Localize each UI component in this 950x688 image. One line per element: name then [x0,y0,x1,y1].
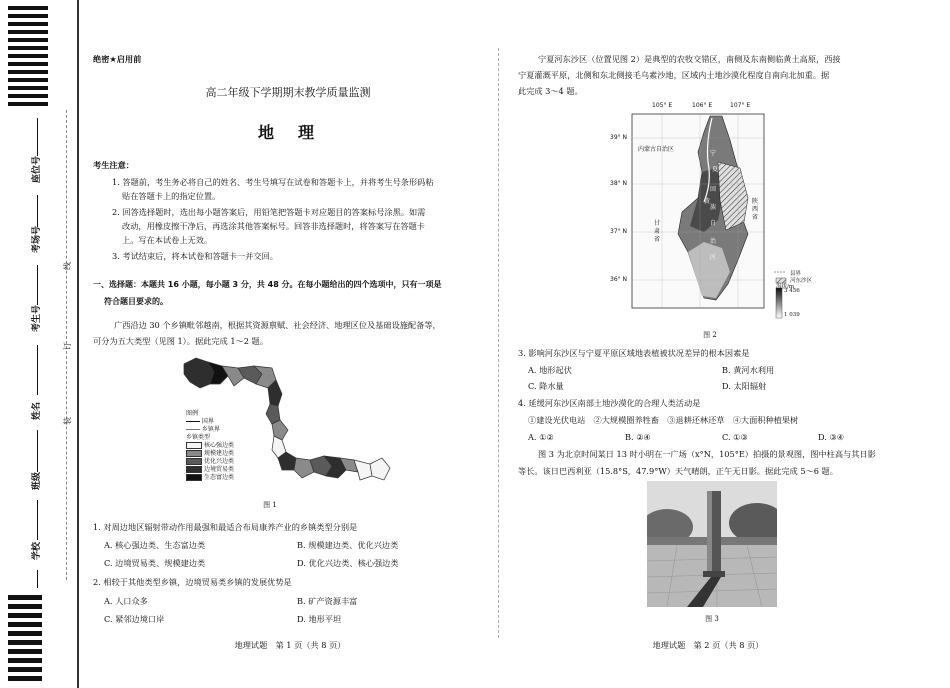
q1-option-c: C. 边境贸易类、规模建边类 [104,558,206,568]
ningxia-char: 自 [710,220,717,227]
legend-township-border: 乡镇界 [201,426,220,433]
ningxia-char: 治 [710,238,717,245]
q2-option-c: C. 紧邻边境口岸 [104,614,165,624]
binding-stripe [8,22,48,26]
legend-type-row [186,442,234,450]
figure3-svg [647,481,777,607]
elevation-high: 3 456 [784,288,800,294]
q5-intro-cont: 等长。该日巴西利亚（15.8°S，47.9°W）天气晴朗，正午无日影。据此完成 5～6 题。 [518,466,838,476]
binding-stripe [8,595,42,600]
lon-label: 106° E [692,102,713,109]
section-heading: 一、选择题：本题共 16 小题，每小题 3 分，共 48 分。在每小题给出的四个选项中，只有一项是 [93,280,442,289]
fill-line [37,430,38,472]
township-region [370,458,390,480]
lat-label: 36° N [610,276,628,283]
binding-stripe [8,676,42,681]
township-border-symbol [186,429,200,430]
legend-row [186,418,234,426]
national-border-symbol [186,421,200,422]
q1-intro: 广西沿边 30 个乡镇毗邻越南，根据其资源禀赋、社会经济、地理区位及基础设施配备等， [114,320,441,330]
fill-line [37,500,38,540]
q2-option-b: B. 矿产资源丰富 [297,596,358,606]
ningxia-char: 族 [710,204,717,211]
binding-stripe [8,102,48,106]
q2-option-d: D. 地形平坦 [297,614,342,624]
legend-elevation: 海拔/m [776,284,795,290]
legend-type-label: 优化兴边类 [204,458,235,465]
legend-type-row [186,474,234,482]
q3-stem: 3. 影响河东沙区与宁夏平原区域地表植被状况差异的根本因素是 [518,348,750,358]
pillar-highlight [707,491,712,575]
q3-option-a: A. 地形起伏 [528,365,572,375]
mark-line: 线 [63,262,72,270]
binding-border [77,0,79,688]
legend-title: 图例 [186,410,199,417]
binding-stripe [8,94,48,98]
page2-footer: 地理试题 第 2 页（共 8 页） [652,640,764,650]
student-no-label: 考生号 [32,304,42,332]
page1-footer: 地理试题 第 1 页（共 8 页） [234,640,346,650]
notice-item: 2. 回答选择题时，选出每小题答案后，用铅笔把答题卡对应题目的答案标号涂黑。如需 [112,207,426,217]
seat-no-label: 座位号 [32,155,42,183]
binding-stripe [8,6,48,10]
q2-option-a: A. 人口众多 [104,596,148,606]
figure3-photo [647,481,777,607]
binding-stripe [8,658,42,663]
fill-line [37,195,38,227]
binding-stripe [8,46,48,50]
subject-title: 地 理 [257,123,318,142]
lon-label: 107° E [730,102,751,109]
fill-line [37,570,38,588]
legend-swatch [186,458,202,465]
q4-choices: ①建设光伏电站 ②大规模圈养牲畜 ③退耕还林还草 ④大面积种植果树 [528,415,799,425]
binding-stripe [8,667,42,672]
notice-item: 1. 答题前，考生务必将自己的姓名、考生号填写在试卷和答题卡上，并将考生号条形码粘 [112,177,434,187]
q1-intro-cont: 可分为五大类型（见图 1）。据此完成 1～2 题。 [93,336,268,346]
class-label: 班级 [32,471,42,490]
lat-label: 39° N [610,134,628,141]
legend-type-label: 生态富边类 [204,474,235,481]
notice-item: 3. 考试结束后，将本试卷和答题卡一并交回。 [112,251,278,261]
binding-stripe [8,78,48,82]
legend-row [186,426,234,434]
q3-option-b: B. 黄河水利用 [722,365,775,375]
q3-option-c: C. 降水量 [528,381,564,391]
legend-swatch [186,474,202,481]
legend-type-row [186,458,234,466]
legend-type-row [186,466,234,474]
binding-stripe [8,613,42,618]
mark-order: 订 [63,342,72,350]
name-label: 姓名 [32,401,42,420]
legend-national-border: 国界 [201,418,214,425]
legend-type-list [186,442,234,482]
legend-swatch [186,442,202,449]
q1-option-d: D. 优化兴边类、核心强边类 [297,558,399,568]
legend-swatch [186,450,202,457]
legend-type-title: 乡镇类型 [186,434,211,441]
ningxia-char: 宁 [710,150,717,157]
figure1-legend [186,410,234,482]
river-label: 黄 [704,198,711,205]
binding-stripe [8,604,42,609]
q4-option-b: B. ②④ [625,432,651,442]
q4-option-a: A. ①② [528,432,554,442]
binding-stripe [8,62,48,66]
notice-item: 贴在答题卡上的指定位置。 [122,191,221,201]
binding-stripe [8,14,48,18]
q3-intro: 宁夏河东沙区（位置见图 2）是典型的农牧交错区，南侧及东南侧临黄土高原，西接 [538,54,841,64]
binding-stripe [8,30,48,34]
notice-item: 上。写在本试卷上无效。 [122,235,213,245]
notice-item: 改动，用橡皮擦干净后，再选涂其他答案标号。回答非选择题时，将答案写在答题卡 [122,221,425,231]
binding-stripe [8,86,48,90]
legend-type-label: 核心强边类 [204,442,235,449]
binding-stripe [8,640,42,645]
ningxia-char: 区 [710,254,717,261]
q3-option-d: D. 太阳辐射 [722,381,767,391]
pillar-base [703,571,725,577]
ningxia-char: 夏 [712,166,719,173]
figure2-svg [618,102,848,334]
ningxia-char: 回 [710,186,717,193]
binding-stripe [8,622,42,627]
legend-type-label: 边境贸易类 [204,466,235,473]
q1-stem: 1. 对周边地区辐射带动作用最强和最适合布局康养产业的乡镇类型分别是 [93,522,358,532]
legend-type-label: 规模建边类 [204,450,235,457]
page-divider [498,48,499,638]
q4-stem: 4. 延缓河东沙区南部土地沙漠化的合理人类活动是 [518,398,701,408]
figure2-caption: 图 2 [703,331,717,339]
q1-option-a: A. 核心强边类、生态富边类 [104,540,206,550]
school-label: 学校 [32,541,42,560]
shaanxi-label: 陕 西 省 [752,198,759,221]
lon-label: 105° E [652,102,673,109]
elevation-low: 1 039 [784,312,800,318]
secret-label: 绝密★启用前 [93,54,142,64]
exam-room-label: 考场号 [32,225,42,253]
legend-type-row [186,450,234,458]
elevation-ramp [776,288,782,318]
gansu-label: 甘 肃 省 [654,220,661,243]
q4-option-c: C. ①③ [722,432,748,442]
figure2-map [610,102,848,334]
lat-label: 37° N [610,228,628,235]
figure1-caption: 图 1 [263,501,277,509]
binding-stripe [8,54,48,58]
notice-title: 考生注意： [93,160,134,170]
mark-bind: 装 [63,417,72,425]
figure3-caption: 图 3 [705,615,719,623]
q5-intro: 图 3 为北京时间某日 13 时小明在一广场（x°N，105°E）拍摄的景观图，图中柱高与其日影 [538,449,876,459]
exam-title: 高二年级下学期期末教学质量监测 [205,86,371,99]
q1-option-b: B. 规模建边类、优化兴边类 [297,540,399,550]
lat-label: 38° N [610,180,628,187]
binding-stripe [8,38,48,42]
section-heading-cont: 符合题目要求的。 [104,297,168,306]
fill-line [37,118,38,156]
legend-sand: 河东沙区 [790,278,813,284]
binding-stripe [8,649,42,654]
legend-swatch [186,466,202,473]
q3-intro-cont: 宁夏灌溉平原，北侧和东北侧接毛乌素沙地，区域内土地沙漠化程度自南向北加重。据 [518,70,830,80]
q3-intro-end: 此完成 3～4 题。 [518,86,583,96]
inner-mongolia-label: 内蒙古自治区 [638,146,675,153]
fill-line [37,345,38,395]
q4-option-d: D. ③④ [818,432,845,442]
q2-stem: 2. 相较于其他类型乡镇，边境贸易类乡镇的发展优势是 [93,577,292,587]
binding-stripe [8,70,48,74]
binding-stripe [8,631,42,636]
fill-line [37,265,38,305]
legend-county: 县界 [790,271,802,277]
